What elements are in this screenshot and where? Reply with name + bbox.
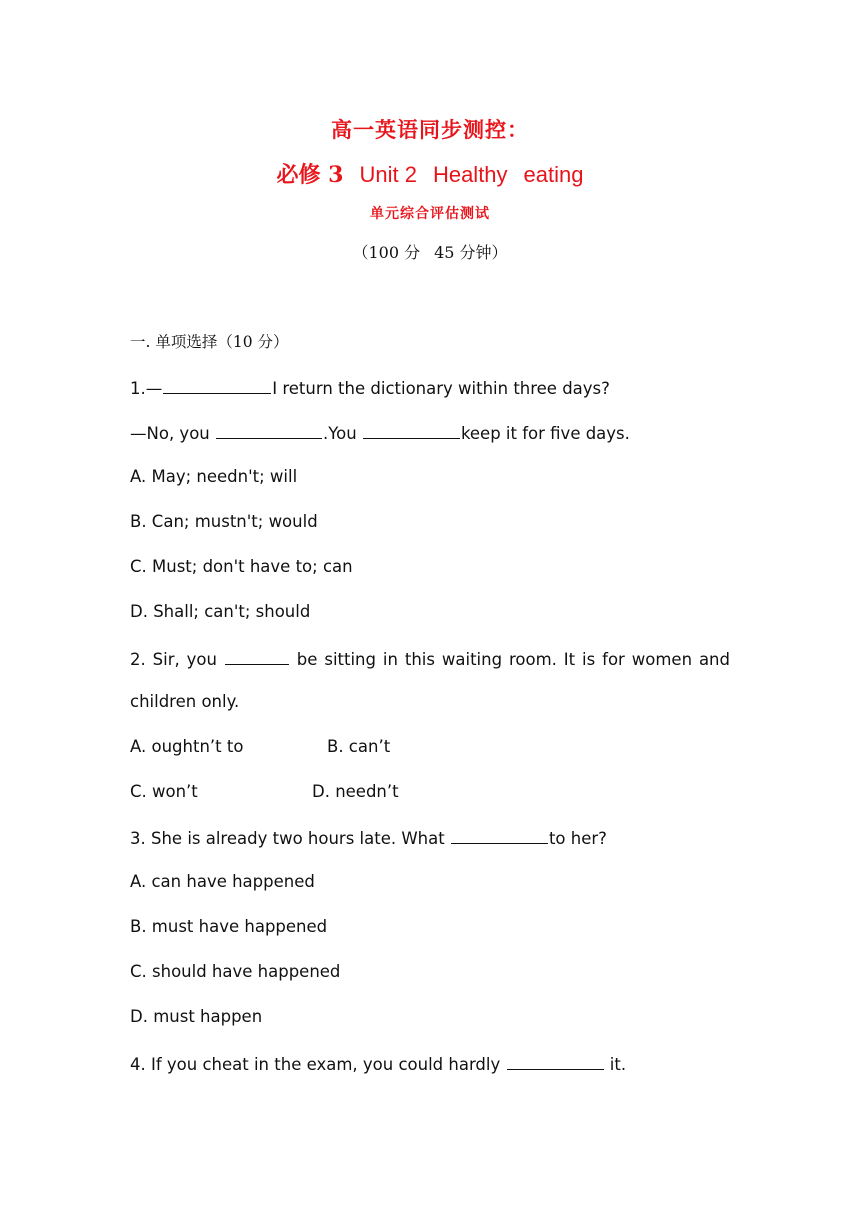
q2-text-a: 2. Sir, you [130, 650, 224, 669]
subtitle-unit: Unit 2 [359, 162, 417, 187]
q1-option-d: D. Shall; can't; should [130, 602, 311, 621]
q1-text-e: keep it for five days. [460, 424, 630, 443]
q1-option-c: C. Must; don't have to; can [130, 557, 353, 576]
question-3-stem [130, 826, 607, 850]
q3-option-d: D. must happen [130, 1007, 263, 1026]
q3-blank [451, 826, 548, 844]
section-heading: 一. 单项选择（10 分） [130, 333, 289, 351]
q3-option-c: C. should have happened [130, 962, 341, 981]
document-title: 高一英语同步测控： [331, 117, 529, 142]
q1-option-a: A. May; needn't; will [130, 467, 298, 486]
q2-option-a: A. oughtn’t to [130, 737, 244, 756]
q1-text-c: —No, you [130, 424, 215, 443]
question-4-stem [130, 1052, 626, 1076]
q4-blank [507, 1052, 604, 1070]
q2-option-d: D. needn’t [312, 782, 399, 801]
subtitle-module: 必修 3 [276, 162, 344, 188]
score-points: （100 分 [352, 243, 421, 262]
q1-text-b: I return the dictionary within three days? [272, 379, 610, 398]
question-1-reply [130, 421, 630, 445]
q3-text-a: 3. She is already two hours late. What [130, 829, 450, 848]
question-1-stem [130, 376, 610, 400]
q1-text-a: 1.— [130, 379, 163, 398]
q2-blank [225, 647, 289, 665]
q4-text-b: it. [604, 1055, 627, 1074]
q1-text-d: .You [323, 424, 362, 443]
subtitle-topic-1: Healthy [432, 162, 508, 187]
score-time: 45 分钟） [434, 243, 508, 262]
question-2-stem-cont: children only. [130, 692, 240, 711]
q2-text-b: be sitting in this waiting room. It is for women and [289, 650, 730, 669]
q3-option-a: A. can have happened [130, 872, 315, 891]
q1-blank-2 [216, 421, 322, 439]
q1-blank-1 [163, 376, 271, 394]
q1-option-b: B. Can; mustn't; would [130, 512, 318, 531]
q2-option-b: B. can’t [327, 737, 391, 756]
q3-option-b: B. must have happened [130, 917, 328, 936]
q1-blank-3 [363, 421, 460, 439]
test-name: 单元综合评估测试 [370, 206, 490, 222]
q4-text-a: 4. If you cheat in the exam, you could hardly [130, 1055, 506, 1074]
question-2-stem [130, 647, 730, 671]
document-subtitle [0, 158, 860, 189]
q3-text-b: to her? [548, 829, 607, 848]
subtitle-topic-2: eating [523, 162, 584, 187]
q2-option-c: C. won’t [130, 782, 198, 801]
score-info [0, 240, 860, 263]
